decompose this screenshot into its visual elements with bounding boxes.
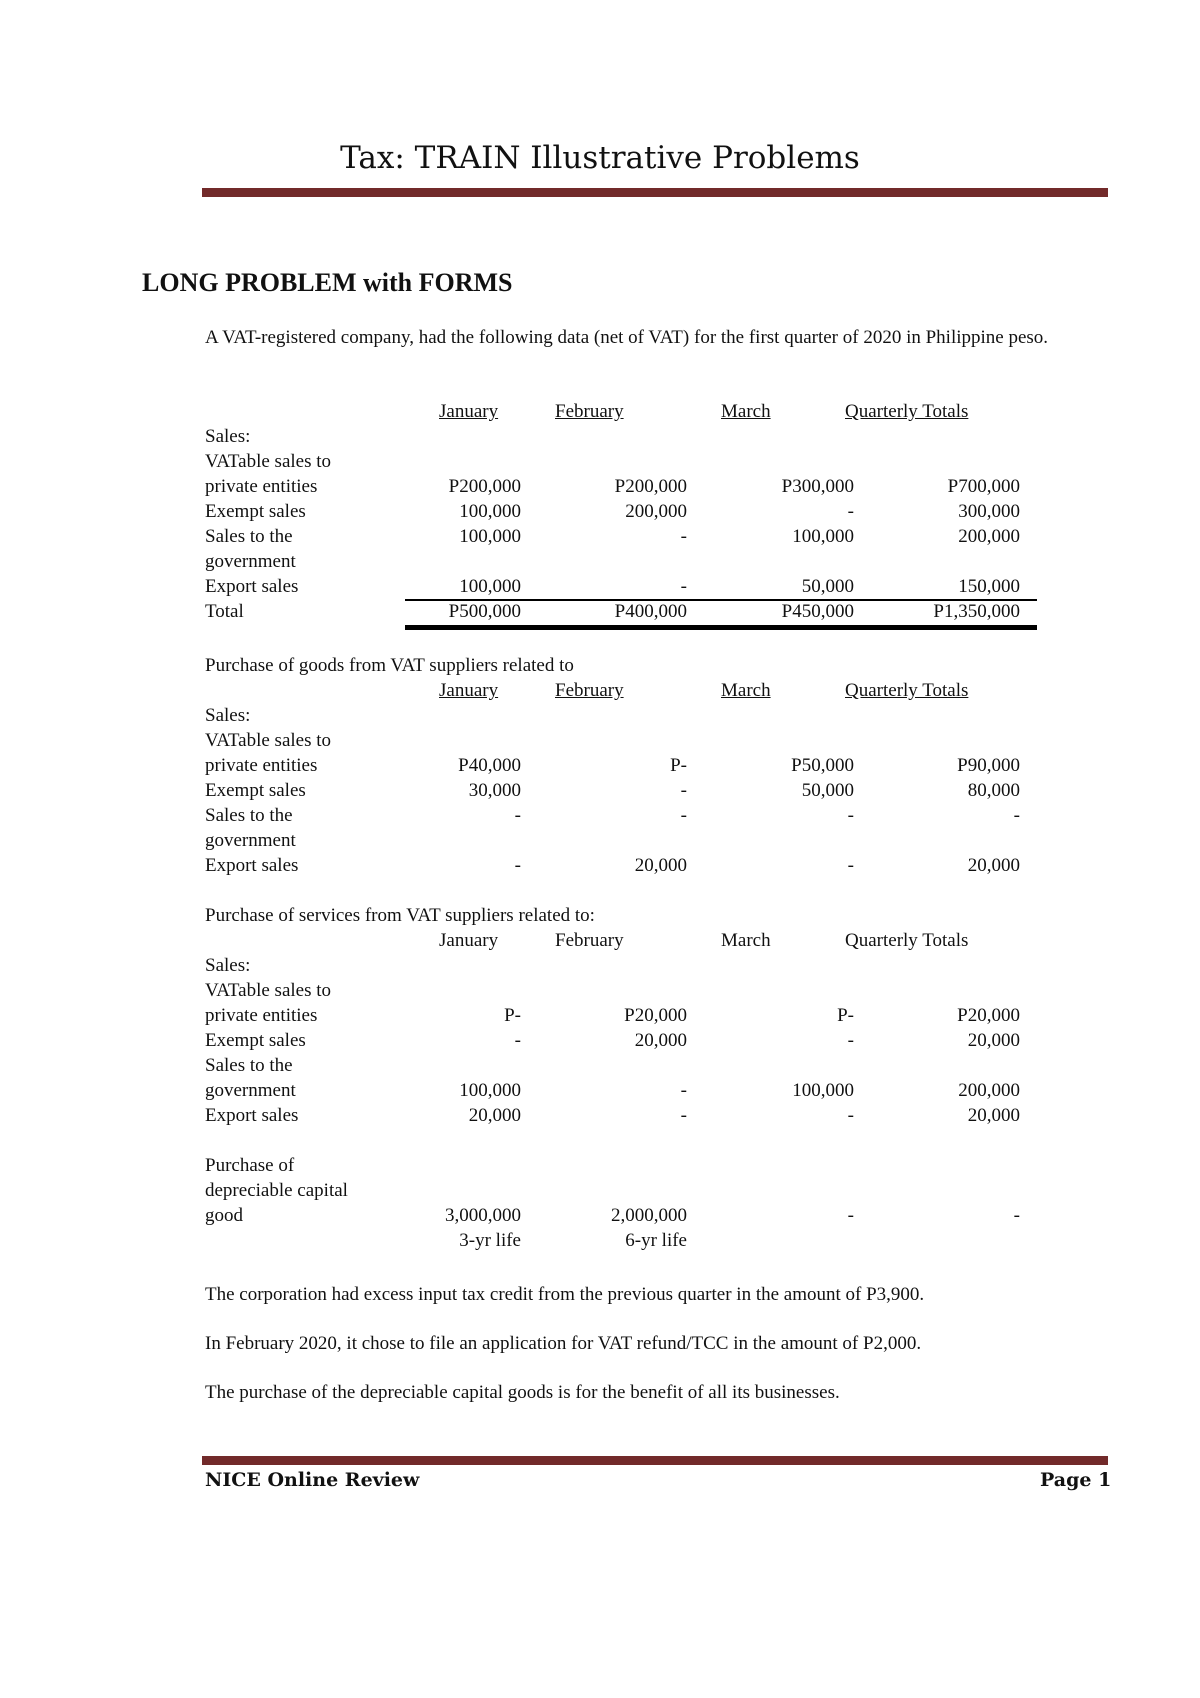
total-row bbox=[205, 599, 1035, 624]
row-label: VATable sales to bbox=[205, 451, 332, 472]
row-label: Export sales bbox=[205, 1105, 299, 1126]
cell-total: P700,000 bbox=[947, 476, 1020, 497]
cell-february: 20,000 bbox=[634, 855, 687, 876]
cell-total: P90,000 bbox=[957, 755, 1020, 776]
col-february: February bbox=[555, 680, 624, 701]
cell-total: 20,000 bbox=[967, 855, 1020, 876]
cell-total: - bbox=[1013, 1205, 1020, 1226]
services-purchases-table bbox=[205, 903, 1035, 1253]
cell-january: P40,000 bbox=[458, 755, 521, 776]
note-paragraph: The corporation had excess input tax credit from the previous quarter in the amount of P3,900. bbox=[205, 1284, 925, 1305]
cell-january: P- bbox=[504, 1005, 521, 1026]
col-march: March bbox=[721, 401, 771, 422]
row-label: Export sales bbox=[205, 855, 299, 876]
col-quarterly-totals: Quarterly Totals bbox=[845, 401, 969, 422]
header-rule bbox=[202, 188, 1108, 197]
table-row bbox=[205, 574, 1035, 599]
goods-purchases-table bbox=[205, 653, 1035, 878]
row-label: Total bbox=[205, 601, 244, 622]
cell-january: - bbox=[514, 855, 521, 876]
sales-table bbox=[205, 399, 1035, 624]
row-label: Export sales bbox=[205, 576, 299, 597]
cell-january: P500,000 bbox=[448, 601, 521, 622]
col-february: February bbox=[555, 930, 624, 951]
sales-label: Sales: bbox=[205, 705, 251, 726]
cell-february: P400,000 bbox=[614, 601, 687, 622]
total-rule-single bbox=[405, 599, 1037, 601]
cell-january: 100,000 bbox=[459, 1080, 521, 1101]
cell-january: - bbox=[514, 805, 521, 826]
row-label: Exempt sales bbox=[205, 780, 306, 801]
table-row bbox=[205, 1003, 1035, 1028]
page-header-title: Tax: TRAIN Illustrative Problems bbox=[340, 140, 860, 176]
table-caption: Purchase of goods from VAT suppliers related to bbox=[205, 655, 574, 676]
cell-february: - bbox=[680, 576, 687, 597]
cell-february: - bbox=[680, 1080, 687, 1101]
cell-total: 80,000 bbox=[967, 780, 1020, 801]
cell-january: 20,000 bbox=[468, 1105, 521, 1126]
row-label: private entities bbox=[205, 755, 318, 776]
cell-january-life: 3-yr life bbox=[459, 1230, 521, 1251]
table-row bbox=[205, 1103, 1035, 1128]
row-label: Sales to the bbox=[205, 1055, 293, 1076]
cell-march: 50,000 bbox=[801, 576, 854, 597]
cell-february: P20,000 bbox=[624, 1005, 687, 1026]
table-row bbox=[205, 499, 1035, 524]
table-header-row bbox=[205, 928, 1035, 953]
col-march: March bbox=[721, 680, 771, 701]
cell-january: - bbox=[514, 1030, 521, 1051]
row-label: government bbox=[205, 1080, 296, 1101]
cell-january: 100,000 bbox=[459, 501, 521, 522]
cell-march: 100,000 bbox=[792, 526, 854, 547]
cell-march: - bbox=[847, 855, 854, 876]
cell-february: 2,000,000 bbox=[611, 1205, 687, 1226]
table-row bbox=[205, 524, 1035, 549]
row-label: Sales to the bbox=[205, 805, 293, 826]
col-january: January bbox=[439, 401, 499, 422]
table-row bbox=[205, 1228, 1035, 1253]
cell-total: P1,350,000 bbox=[933, 601, 1020, 622]
table-row bbox=[205, 803, 1035, 828]
col-quarterly-totals: Quarterly Totals bbox=[845, 680, 969, 701]
cell-january: 3,000,000 bbox=[445, 1205, 521, 1226]
row-label: private entities bbox=[205, 1005, 318, 1026]
cell-february: - bbox=[680, 780, 687, 801]
row-label: government bbox=[205, 830, 296, 851]
cell-january: 100,000 bbox=[459, 526, 521, 547]
cell-february: - bbox=[680, 1105, 687, 1126]
page-number: Page 1 bbox=[1040, 1469, 1112, 1491]
row-label: good bbox=[205, 1205, 243, 1226]
cell-march: - bbox=[847, 1105, 854, 1126]
cell-january: 100,000 bbox=[459, 576, 521, 597]
cell-total: P20,000 bbox=[957, 1005, 1020, 1026]
cell-total: 200,000 bbox=[958, 526, 1020, 547]
table-row bbox=[205, 853, 1035, 878]
row-label: Exempt sales bbox=[205, 501, 306, 522]
cell-february: P- bbox=[670, 755, 687, 776]
col-february: February bbox=[555, 401, 624, 422]
cell-february: - bbox=[680, 805, 687, 826]
cell-march: - bbox=[847, 1030, 854, 1051]
col-january: January bbox=[439, 680, 499, 701]
table-caption: Purchase of services from VAT suppliers related to: bbox=[205, 905, 595, 926]
cell-march: P450,000 bbox=[781, 601, 854, 622]
intro-paragraph: A VAT-registered company, had the following data (net of VAT) for the first quarter of 2020 in Philippine peso. bbox=[205, 327, 1049, 348]
cell-march: P50,000 bbox=[791, 755, 854, 776]
cell-total: 20,000 bbox=[967, 1105, 1020, 1126]
cell-february: - bbox=[680, 526, 687, 547]
table-row bbox=[205, 1078, 1035, 1103]
sales-label: Sales: bbox=[205, 955, 251, 976]
cell-march: 50,000 bbox=[801, 780, 854, 801]
cell-total: 20,000 bbox=[967, 1030, 1020, 1051]
col-january: January bbox=[439, 930, 499, 951]
cell-total: 200,000 bbox=[958, 1080, 1020, 1101]
table-row bbox=[205, 753, 1035, 778]
row-label: depreciable capital bbox=[205, 1180, 348, 1201]
cell-total: 150,000 bbox=[958, 576, 1020, 597]
cell-february: 200,000 bbox=[625, 501, 687, 522]
cell-january: P200,000 bbox=[448, 476, 521, 497]
note-paragraph: In February 2020, it chose to file an application for VAT refund/TCC in the amount of P2,000. bbox=[205, 1333, 922, 1354]
note-paragraph: The purchase of the depreciable capital goods is for the benefit of all its businesses. bbox=[205, 1382, 840, 1403]
table-header-row bbox=[205, 399, 1035, 424]
cell-total: 300,000 bbox=[958, 501, 1020, 522]
cell-march: P300,000 bbox=[781, 476, 854, 497]
cell-february-life: 6-yr life bbox=[625, 1230, 687, 1251]
cell-march: P- bbox=[837, 1005, 854, 1026]
row-label: private entities bbox=[205, 476, 318, 497]
footer-rule bbox=[202, 1456, 1108, 1465]
cell-march: - bbox=[847, 805, 854, 826]
row-label: Purchase of bbox=[205, 1155, 295, 1176]
total-rule-double bbox=[405, 625, 1037, 630]
cell-february: P200,000 bbox=[614, 476, 687, 497]
row-label: government bbox=[205, 551, 296, 572]
table-row bbox=[205, 474, 1035, 499]
cell-march: 100,000 bbox=[792, 1080, 854, 1101]
row-label: Exempt sales bbox=[205, 1030, 306, 1051]
col-quarterly-totals: Quarterly Totals bbox=[845, 930, 969, 951]
row-label: VATable sales to bbox=[205, 730, 332, 751]
cell-total: - bbox=[1013, 805, 1020, 826]
table-row bbox=[205, 778, 1035, 803]
col-march: March bbox=[721, 930, 771, 951]
table-header-row bbox=[205, 678, 1035, 703]
sales-label: Sales: bbox=[205, 426, 251, 447]
cell-march: - bbox=[847, 501, 854, 522]
cell-february: 20,000 bbox=[634, 1030, 687, 1051]
row-label: Sales to the bbox=[205, 526, 293, 547]
row-label: VATable sales to bbox=[205, 980, 332, 1001]
table-row bbox=[205, 1203, 1035, 1228]
footer-left-text: NICE Online Review bbox=[205, 1469, 420, 1491]
table-row bbox=[205, 1028, 1035, 1053]
section-title: LONG PROBLEM with FORMS bbox=[142, 268, 513, 297]
cell-march: - bbox=[847, 1205, 854, 1226]
cell-january: 30,000 bbox=[468, 780, 521, 801]
